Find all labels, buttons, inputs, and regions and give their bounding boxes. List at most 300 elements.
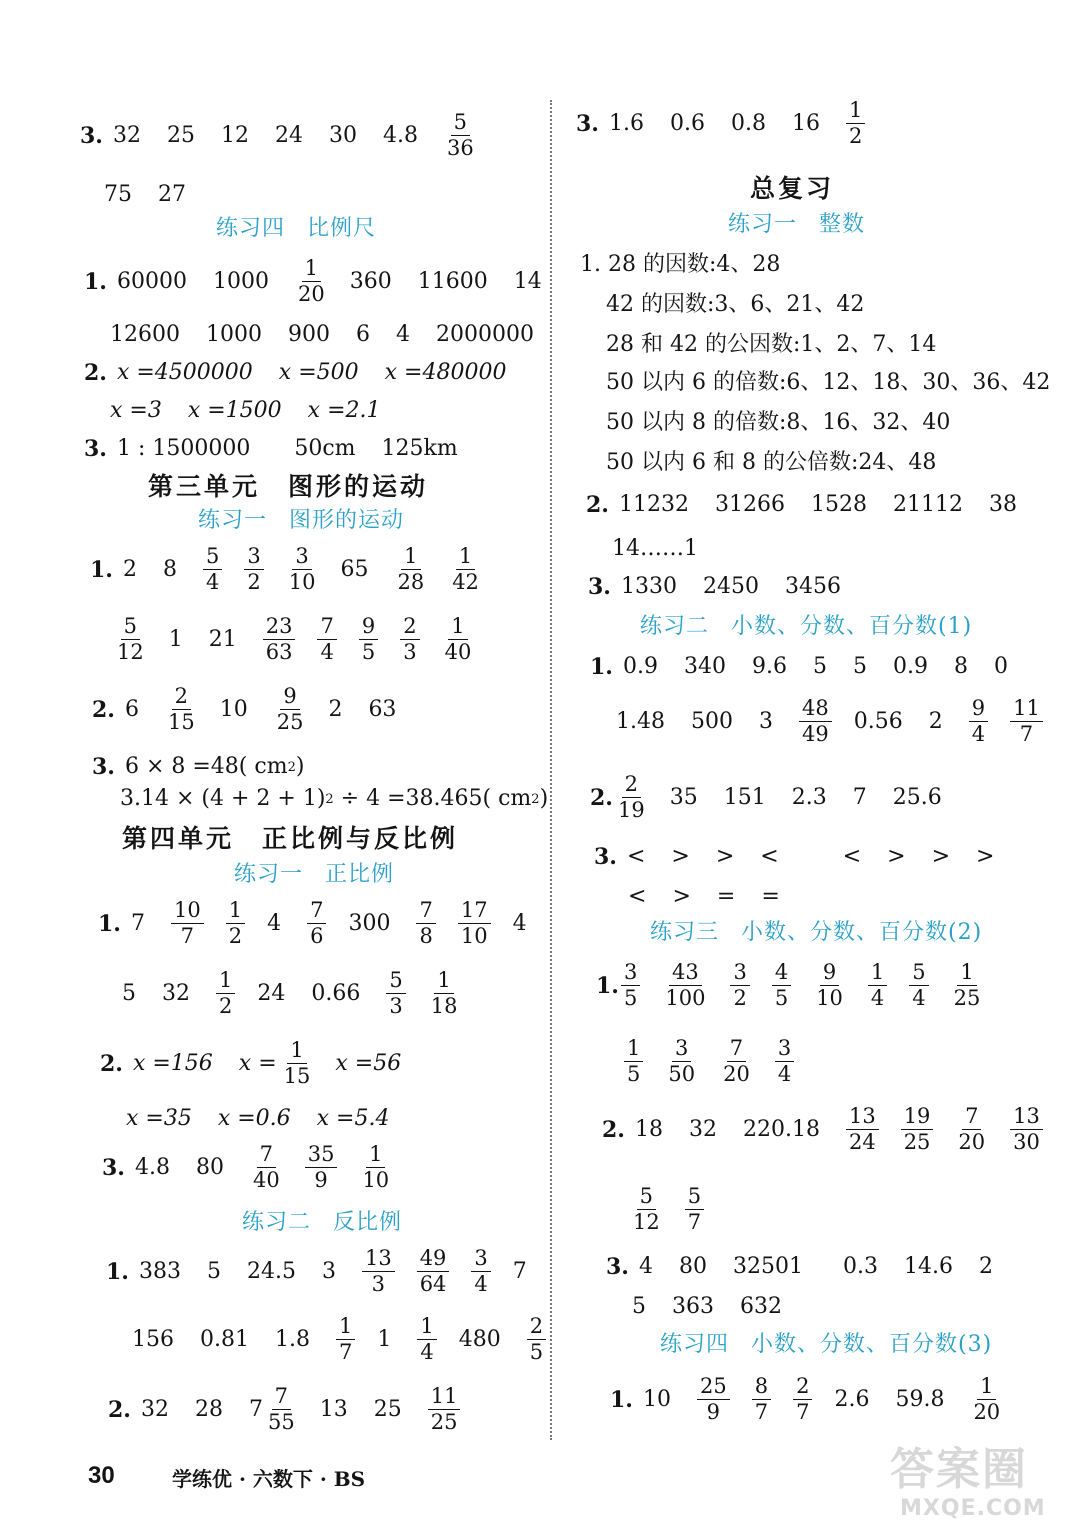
answer-value: 7 [130, 910, 145, 936]
fraction [216, 970, 235, 1017]
answer-line [590, 656, 1034, 678]
heading-part: 反比例 [333, 1210, 403, 1235]
book-title: 学练优 · 六数下 · BS [172, 1467, 366, 1491]
exercise-heading [242, 1212, 402, 1234]
answer-value: 24 [257, 980, 286, 1006]
denominator: 4 [320, 640, 334, 664]
item-number: 3. [594, 844, 617, 870]
answer-line [594, 846, 1020, 868]
numerator: 3 [775, 1038, 794, 1062]
denominator: 5 [529, 1340, 544, 1364]
denominator: 7 [796, 1400, 810, 1424]
answer-value: 30 [328, 122, 357, 148]
denominator: 7 [1019, 722, 1034, 746]
answer-value: 0.81 [200, 1326, 249, 1352]
denominator: 12 [117, 640, 144, 664]
answer-value: 900 [288, 322, 330, 347]
numerator: 2 [622, 774, 641, 798]
section-title: 总复习 [750, 174, 835, 203]
denominator: 7 [687, 1210, 702, 1234]
item-number: 3. [102, 1154, 125, 1181]
answer-line: 50 以内 8 的倍数:8、16、32、40 [606, 410, 951, 435]
answer-value: 32 [140, 1396, 169, 1422]
denominator: 4 [971, 722, 986, 746]
answer-line [588, 576, 867, 598]
fraction [951, 962, 984, 1009]
answer-value: 14.6 [903, 1254, 953, 1279]
denominator: 10 [816, 986, 843, 1010]
fraction [1010, 1106, 1043, 1153]
answer-value: 5 [206, 1258, 221, 1284]
fraction [458, 900, 491, 947]
answer-value: 60000 [116, 268, 187, 294]
answer-line [92, 756, 304, 778]
denominator: 63 [265, 640, 293, 664]
fraction [772, 962, 791, 1009]
denominator: 2 [848, 124, 863, 148]
denominator: 4 [912, 986, 926, 1010]
item-number: 2. [100, 1050, 123, 1077]
item-number: 1. [596, 972, 619, 999]
comparison-sign: < [628, 884, 647, 909]
answer-value: 1000 [212, 268, 269, 294]
answer-value: 21 [208, 626, 237, 652]
answer-value: 10 [219, 696, 248, 722]
answer-value: 300 [348, 910, 391, 936]
answer-value: 10 [642, 1386, 671, 1412]
answer-value: 25.6 [892, 784, 942, 810]
denominator: 4 [474, 1272, 488, 1296]
item-number: 3. [588, 574, 611, 600]
fraction [662, 962, 708, 1009]
numerator: 23 [263, 616, 296, 640]
fraction [775, 1038, 794, 1085]
numerator: 7 [257, 1144, 276, 1168]
numerator: 35 [305, 1144, 338, 1168]
answer-value: 21112 [892, 492, 963, 517]
item-number: 2. [602, 1116, 625, 1143]
denominator: 7 [338, 1340, 353, 1364]
fraction [416, 900, 435, 947]
denominator: 4 [205, 570, 220, 594]
fraction [250, 1144, 283, 1191]
answer-value: 3456 [784, 574, 841, 599]
answer-value: 1000 [206, 322, 262, 347]
answer-value: 13 [319, 1396, 348, 1422]
fraction [263, 616, 296, 663]
comparison-sign: > [671, 844, 690, 869]
answer-value: 1.6 [608, 110, 644, 136]
denominator: 20 [973, 1400, 1001, 1424]
answer-value: 1 [377, 1326, 392, 1352]
answer-value: 1528 [810, 492, 867, 517]
numerator: 3 [471, 1248, 490, 1272]
answer-line [110, 400, 407, 422]
denominator: 2 [228, 924, 243, 948]
fraction [359, 1144, 392, 1191]
item-number: 1. [84, 268, 107, 295]
denominator: 3 [403, 640, 417, 664]
answer-line [84, 438, 484, 460]
fraction [244, 546, 263, 593]
answer-line [606, 1256, 1019, 1278]
answer-value: x =156 [132, 1050, 213, 1076]
comparison-sign: > [976, 844, 995, 869]
denominator: 20 [297, 282, 325, 306]
denominator: 5 [623, 986, 638, 1010]
numerator: 11 [1010, 698, 1043, 722]
answer-value: 2000000 [436, 322, 534, 347]
answer-value: 3 [321, 1258, 336, 1284]
answer-line [92, 686, 422, 733]
fraction [685, 1186, 704, 1233]
answer-value: 80 [678, 1254, 707, 1279]
denominator: 49 [801, 722, 829, 746]
answer-value: 2450 [702, 574, 759, 599]
answer-value: x =3 [110, 398, 162, 423]
denominator: 20 [723, 1062, 750, 1086]
denominator: 15 [167, 710, 195, 734]
answer-value: 0.9 [622, 654, 658, 679]
item-number: 2. [84, 360, 107, 386]
answer-value: 27 [158, 182, 186, 207]
answer-line [84, 362, 532, 384]
heading-part: 练习四 [216, 216, 286, 241]
answer-value: 24 [274, 122, 303, 148]
item-number: 3. [80, 122, 103, 149]
answer-value: 5 [852, 654, 867, 679]
denominator: 9 [314, 1168, 328, 1192]
numerator: 9 [969, 698, 988, 722]
fraction [471, 1248, 490, 1295]
answer-value: 1 : 1500000 [116, 436, 251, 461]
answer-value: 18 [634, 1116, 663, 1142]
denominator: 15 [283, 1064, 311, 1088]
answer-value: x =500 [278, 360, 359, 385]
denominator: 7 [180, 924, 195, 948]
numerator: 1 [336, 1316, 355, 1340]
exercise-heading [728, 214, 865, 236]
denominator: 20 [958, 1130, 986, 1154]
numerator: 5 [637, 1186, 656, 1210]
fraction [171, 900, 204, 947]
answer-line: 50 以内 6 和 8 的公倍数:24、48 [606, 450, 937, 475]
fraction [621, 962, 640, 1009]
comparison-sign: = [761, 884, 780, 909]
item-number: 1. [106, 1258, 129, 1285]
fraction [449, 546, 482, 593]
answer-value: 2.3 [791, 784, 827, 810]
answer-value: 7 [512, 1258, 527, 1284]
fraction [752, 1376, 771, 1423]
answer-value: 2 [122, 556, 137, 582]
heading-part: 正比例 [325, 862, 395, 887]
denominator: 30 [1013, 1130, 1040, 1154]
numerator: 9 [820, 962, 839, 986]
numerator: 17 [458, 900, 491, 924]
comparison-sign: > [931, 844, 951, 869]
answer-line [126, 1108, 415, 1130]
answer-value: 0 [993, 654, 1008, 679]
numerator: 1 [226, 900, 245, 924]
fraction [442, 616, 475, 663]
denominator: 3 [389, 994, 403, 1018]
fraction [417, 1248, 450, 1295]
answer-value: 156 [132, 1326, 174, 1352]
answer-line [628, 886, 806, 908]
item-number: 2. [108, 1396, 131, 1423]
fraction [386, 970, 405, 1017]
answer-value: 35 [669, 784, 698, 810]
fraction [1010, 698, 1043, 745]
answer-line [100, 1040, 427, 1087]
fraction [955, 1106, 988, 1153]
denominator: 10 [362, 1168, 390, 1192]
comparison-sign: > [887, 844, 906, 869]
unit-title-part: 正比例与反比例 [262, 824, 459, 853]
denominator: 42 [452, 570, 479, 594]
denominator: 24 [848, 1130, 876, 1154]
numerator: 5 [451, 112, 470, 136]
numerator: 11 [428, 1386, 461, 1410]
answer-value: 31266 [714, 492, 785, 517]
denominator: 28 [397, 570, 425, 594]
denominator: 25 [276, 710, 304, 734]
answer-value: 125km [381, 436, 458, 461]
answer-value: 32501 [732, 1254, 803, 1279]
closing-paren: ) [539, 786, 549, 811]
answer-line [132, 1316, 568, 1363]
answer-value: x =5.4 [316, 1106, 390, 1131]
fraction [428, 1386, 461, 1433]
fraction [165, 686, 198, 733]
watermark-text: 答案圈 [890, 1444, 1028, 1495]
answer-value: x =2.1 [307, 398, 381, 423]
item-number: 3. [576, 110, 599, 137]
answer-line [106, 1248, 553, 1295]
answer-value: 14 [513, 268, 542, 294]
item-number: 2. [92, 696, 115, 723]
answer-line [590, 774, 968, 821]
answer-value: 59.8 [895, 1386, 945, 1412]
numerator: 13 [846, 1106, 879, 1130]
numerator: 7 [962, 1106, 981, 1130]
closing-paren: ) [295, 754, 305, 779]
fraction [720, 1038, 753, 1085]
answer-value: 2 [328, 696, 343, 722]
numerator: 1 [401, 546, 420, 570]
numerator: 7 [307, 900, 326, 924]
watermark-url: MXQE.COM [900, 1496, 1046, 1521]
answer-value: 38 [988, 492, 1017, 517]
comparison-sign: > [672, 884, 691, 909]
answer-value: 0.3 [842, 1254, 878, 1279]
answer-line [576, 100, 887, 147]
unit-title [122, 826, 458, 851]
unit-title-part: 第三单元 [148, 472, 261, 501]
answer-line [84, 258, 568, 305]
comparison-sign: < [842, 844, 862, 869]
numerator: 3 [244, 546, 263, 570]
denominator: 9 [706, 1400, 721, 1424]
answer-value: 25 [166, 122, 195, 148]
denominator: 4 [420, 1340, 434, 1364]
numerator: 1 [456, 546, 475, 570]
fraction [630, 1186, 663, 1233]
fraction [281, 1040, 314, 1087]
fraction [909, 962, 928, 1009]
answer-value: 1.48 [616, 708, 665, 734]
denominator: 40 [444, 640, 472, 664]
answer-line [80, 112, 499, 159]
answer-value: 5 [122, 980, 136, 1006]
numerator: 3 [292, 546, 311, 570]
item-number: 3. [84, 436, 107, 462]
heading-part: 练习二 [640, 614, 710, 639]
denominator: 2 [219, 994, 233, 1018]
answer-line [612, 538, 724, 560]
answer-value: 14……1 [612, 536, 698, 561]
numerator: 43 [669, 962, 702, 986]
fraction [444, 112, 477, 159]
numerator: 1 [287, 1040, 306, 1064]
answer-value: 340 [683, 654, 726, 679]
fraction [665, 1038, 698, 1085]
numerator: 1 [624, 1038, 643, 1062]
fraction [846, 1106, 879, 1153]
answer-line: 28 和 42 的公因数:1、2、7、14 [606, 332, 937, 357]
fraction [394, 546, 427, 593]
answer-line [120, 788, 548, 810]
answer-line [596, 962, 1005, 1009]
answer-line [602, 1106, 1065, 1153]
numerator: 13 [362, 1248, 395, 1272]
numerator: 5 [203, 546, 222, 570]
numerator: 5 [121, 616, 140, 640]
fraction [317, 616, 336, 663]
answer-line [114, 616, 496, 663]
answer-line [632, 1296, 808, 1318]
denominator: 8 [419, 924, 433, 948]
numerator: 9 [280, 686, 299, 710]
answer-value: 50cm [294, 436, 356, 461]
answer-value: 32 [112, 122, 141, 148]
numerator: 2 [793, 1376, 812, 1400]
fraction [730, 962, 749, 1009]
answer-value: 12600 [110, 322, 180, 347]
denominator: 100 [665, 986, 706, 1010]
fraction [615, 774, 648, 821]
numerator: 9 [359, 616, 378, 640]
answer-value: 75 [104, 182, 132, 207]
fraction [970, 1376, 1003, 1423]
answer-value: 2 [978, 1254, 993, 1279]
answer-value: x =35 [126, 1106, 192, 1131]
numerator: 7 [272, 1386, 291, 1410]
item-number: 1. [98, 910, 121, 937]
fraction [697, 1376, 730, 1423]
answer-value: 8 [162, 556, 177, 582]
answer-value: 4.8 [134, 1154, 170, 1180]
answer-value: 5 [632, 1294, 646, 1319]
denominator: 25 [953, 986, 981, 1010]
denominator: 25 [903, 1130, 931, 1154]
answer-value: 16 [791, 110, 820, 136]
answer-value: x =0.6 [217, 1106, 291, 1131]
item-number: 2. [586, 492, 609, 518]
answer-value: 360 [349, 268, 392, 294]
fraction [901, 1106, 934, 1153]
denominator: 18 [430, 994, 458, 1018]
answer-value: 6 [356, 322, 370, 347]
fraction [793, 1376, 812, 1423]
answer-value: 0.6 [669, 110, 705, 136]
denominator: 5 [361, 640, 376, 664]
unit-title [148, 474, 428, 499]
fraction [305, 1144, 338, 1191]
fraction [362, 1248, 395, 1295]
denominator: 36 [446, 136, 474, 160]
numerator: 1 [302, 258, 321, 282]
heading-part: 练习一 [728, 212, 798, 237]
answer-value: 11600 [417, 268, 488, 294]
answer-value: 632 [740, 1294, 782, 1319]
denominator: 2 [247, 570, 261, 594]
heading-part: 练习一 [198, 508, 268, 533]
fraction [428, 970, 461, 1017]
numerator: 4 [772, 962, 791, 986]
answer-expression: 3.14 × (4 + 2 + 1) [120, 786, 326, 811]
answer-value: 9.6 [751, 654, 787, 679]
fraction [286, 546, 319, 593]
exercise-heading [660, 1334, 992, 1356]
denominator: 2 [733, 986, 747, 1010]
answer-value: 4 [267, 910, 282, 936]
unit-title-part: 图形的运动 [288, 472, 429, 501]
answer-value: 24.5 [246, 1258, 296, 1284]
answer-value: 500 [690, 708, 733, 734]
heading-part: 练习三 [650, 920, 720, 945]
heading-part: 练习一 [234, 862, 304, 887]
fraction [226, 900, 245, 947]
column-divider [550, 100, 552, 1440]
denominator: 10 [460, 924, 488, 948]
numerator: 1 [417, 1316, 436, 1340]
denominator: 3 [371, 1272, 385, 1296]
numerator: 7 [416, 900, 435, 924]
numerator: 48 [799, 698, 832, 722]
item-number: 3. [606, 1254, 629, 1280]
answer-line: 1. 28 的因数:4、28 [580, 252, 781, 277]
answer-value: 12 [220, 122, 249, 148]
heading-part: 整数 [819, 212, 866, 237]
answer-line [122, 970, 482, 1017]
answer-line [90, 546, 504, 593]
answer-value: 1330 [620, 574, 677, 599]
exponent: 2 [531, 791, 540, 807]
fraction [624, 1038, 643, 1085]
answer-expression: ÷ 4 =38.465( cm [333, 786, 532, 811]
answer-value: x =4500000 [116, 360, 253, 385]
fraction [203, 546, 222, 593]
heading-part: 练习四 [660, 1332, 730, 1357]
numerator: 7 [727, 1038, 746, 1062]
denominator: 64 [419, 1272, 447, 1296]
item-number: 2. [590, 784, 613, 811]
fraction [274, 686, 307, 733]
numerator: 1 [434, 970, 453, 994]
answer-value: 2.6 [834, 1386, 870, 1412]
